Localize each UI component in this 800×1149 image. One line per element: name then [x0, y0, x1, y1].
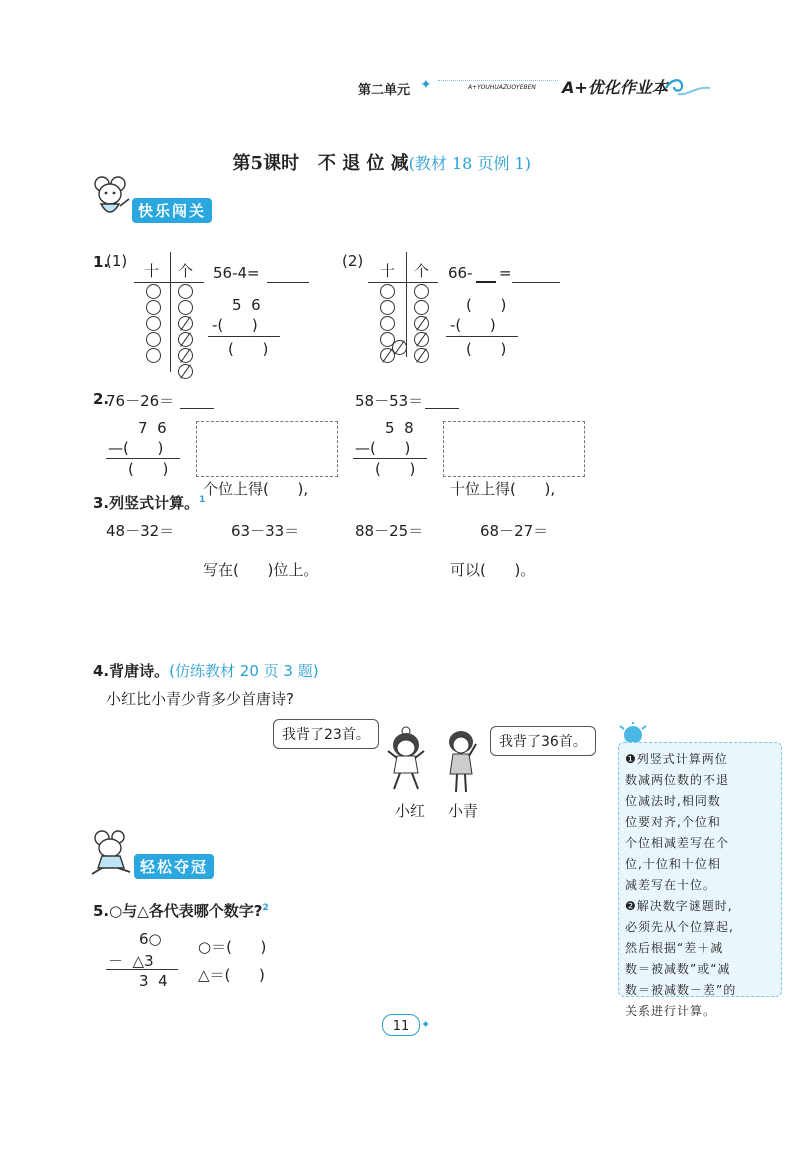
running-mouse-icon: [88, 828, 134, 876]
tip-line: 数减两位数的不退: [625, 773, 730, 787]
q3-footnote-mark: 1: [199, 495, 206, 505]
q1-eq2-blank2[interactable]: [512, 264, 560, 283]
lesson-title-text: 第5课时 不 退 位 减: [232, 153, 409, 174]
q5-footnote-mark: 2: [262, 903, 269, 913]
q5-answer-triangle: △＝( ): [198, 966, 265, 984]
q3-heading: [93, 492, 205, 513]
q1-part2-label: (2): [342, 252, 364, 270]
q4-number: 4.: [93, 662, 110, 680]
q2-v2-bot: ( ): [375, 460, 416, 478]
q4-question: 小红比小青少背多少首唐诗?: [106, 690, 294, 708]
q1-v2-mid: -( ): [450, 316, 496, 334]
q2-box2-line1: 十位上得( ),: [450, 480, 556, 498]
q3-item-4: 68－27＝: [480, 522, 549, 540]
q4-bubble-2: 我背了36首。: [490, 726, 596, 756]
tip-line: 关系进行计算。: [625, 1004, 717, 1018]
q3-item-2: 63－33＝: [231, 522, 300, 540]
abacus-1-vline: [170, 252, 171, 372]
tip-line: 必须先从个位算起,: [625, 920, 734, 934]
q1-v1-top: 5 6: [232, 296, 261, 314]
lesson-title: [220, 128, 531, 175]
abacus-1-one-label: 个: [178, 262, 194, 280]
q5-number: 5.: [93, 902, 110, 920]
q2-box1-line1: 个位上得( ),: [203, 480, 309, 498]
q2-v1-rule: [106, 458, 180, 459]
tip-line: 位要对齐,个位和: [625, 815, 721, 829]
q2-eq2-blank[interactable]: [425, 390, 459, 409]
page-star-icon: ✦: [421, 1018, 431, 1031]
q5-v-rule: [106, 969, 178, 970]
tip-line: 个位相减差写在个: [625, 836, 730, 850]
q1-eq1-blank[interactable]: [267, 264, 309, 283]
abacus-1-ones: [178, 284, 193, 379]
tip-box: [618, 742, 782, 1018]
abacus-2-hline: [368, 282, 438, 283]
q3-item-1: 48－32＝: [106, 522, 175, 540]
tip-line: 数＝被减数”或“减: [625, 962, 731, 976]
brand-small: A+YOUHUAZUOYEBEN: [468, 84, 536, 91]
q1-number: 1.: [93, 253, 110, 271]
brand-title: A+优化作业本: [562, 78, 668, 97]
mouse-mascot-icon: [90, 172, 130, 222]
q1-v1-bot: ( ): [228, 340, 269, 358]
tip-line: 数＝被减数－差”的: [625, 983, 737, 997]
star-icon: ✦: [420, 77, 432, 93]
q4-name-2: 小青: [448, 802, 479, 820]
q2-number: 2.: [93, 390, 110, 408]
q4-heading: [93, 660, 319, 681]
q3-number: 3.: [93, 494, 110, 512]
q5-v-top: 6○: [139, 930, 162, 948]
q4-ref: (仿练教材 20 页 3 题): [169, 662, 319, 680]
q2-v2-mid: —( ): [355, 439, 411, 457]
abacus-2-tens-b: [392, 340, 407, 355]
q1-part1-label: (1): [106, 252, 128, 270]
q2-v1-mid: —( ): [108, 439, 164, 457]
tip-line: ❷解决数字谜题时,: [625, 899, 733, 913]
q1-v2-rule: [446, 336, 518, 337]
girl-xiaoqing-icon: [444, 730, 478, 794]
q2-box1-line2: 写在( )位上。: [203, 561, 319, 579]
q5-v-bot: 3 4: [139, 972, 168, 990]
page-number: 11: [392, 1019, 410, 1034]
q2-v2-rule: [353, 458, 427, 459]
tip-line: ❶列竖式计算两位: [625, 752, 728, 766]
q4-bubble-1: 我背了23首。: [273, 719, 379, 749]
abacus-1: [134, 252, 204, 372]
abacus-2-ones: [414, 284, 429, 363]
section-badge-easy: 轻松夺冠: [134, 854, 214, 879]
tip-line: 位减法时,相同数: [625, 794, 721, 808]
header: [340, 72, 720, 100]
tip-line: 位,十位和十位相: [625, 857, 721, 871]
q2-eq2: 58－53＝: [355, 392, 424, 410]
q1-v2-top: ( ): [466, 296, 507, 314]
girl-xiaohong-icon: [386, 725, 426, 793]
abacus-2-one-label: 个: [414, 262, 430, 280]
abacus-1-ten-label: 十: [144, 262, 160, 280]
q2-box2-line2: 可以( )。: [450, 561, 536, 579]
header-dots: [438, 80, 558, 81]
q1-eq1: 56-4=: [213, 264, 260, 282]
q5-title: ○与△各代表哪个数字?: [109, 902, 263, 920]
q1-eq2-right: =: [499, 264, 512, 282]
q5-answer-circle: ○＝( ): [198, 938, 267, 956]
q1-eq2-left: 66-: [448, 264, 473, 282]
abacus-2: [368, 252, 438, 357]
q1-v2-bot: ( ): [466, 340, 507, 358]
wave-icon: [664, 76, 712, 98]
q2-v2-top: 5 8: [385, 419, 414, 437]
unit-label: 第二单元: [358, 83, 411, 98]
lesson-ref: (教材 18 页例 1): [408, 154, 531, 173]
q2-eq1-blank[interactable]: [180, 390, 214, 409]
abacus-1-tens: [146, 284, 161, 363]
q1-eq2-blank1[interactable]: [476, 264, 496, 283]
q1-v1-mid: -( ): [212, 316, 258, 334]
tip-lines: [625, 749, 736, 1022]
abacus-1-hline: [134, 282, 204, 283]
section-badge-happy: 快乐闯关: [132, 198, 212, 223]
q5-heading: [93, 900, 269, 921]
tip-line: 减差写在十位。: [625, 878, 717, 892]
q2-v1-bot: ( ): [128, 460, 169, 478]
q5-v-mid: － △3: [108, 952, 154, 970]
q4-name-1: 小红: [395, 802, 426, 820]
q2-v1-top: 7 6: [138, 419, 167, 437]
q4-title: 背唐诗。: [109, 662, 170, 680]
tip-line: 然后根据“差＋减: [625, 941, 724, 955]
abacus-2-ten-label: 十: [380, 262, 396, 280]
q2-eq1: 76－26＝: [106, 392, 175, 410]
page-number-badge: [382, 1014, 420, 1036]
q1-v1-rule: [208, 336, 280, 337]
q3-item-3: 88－25＝: [355, 522, 424, 540]
q3-title: 列竖式计算。: [109, 494, 200, 512]
